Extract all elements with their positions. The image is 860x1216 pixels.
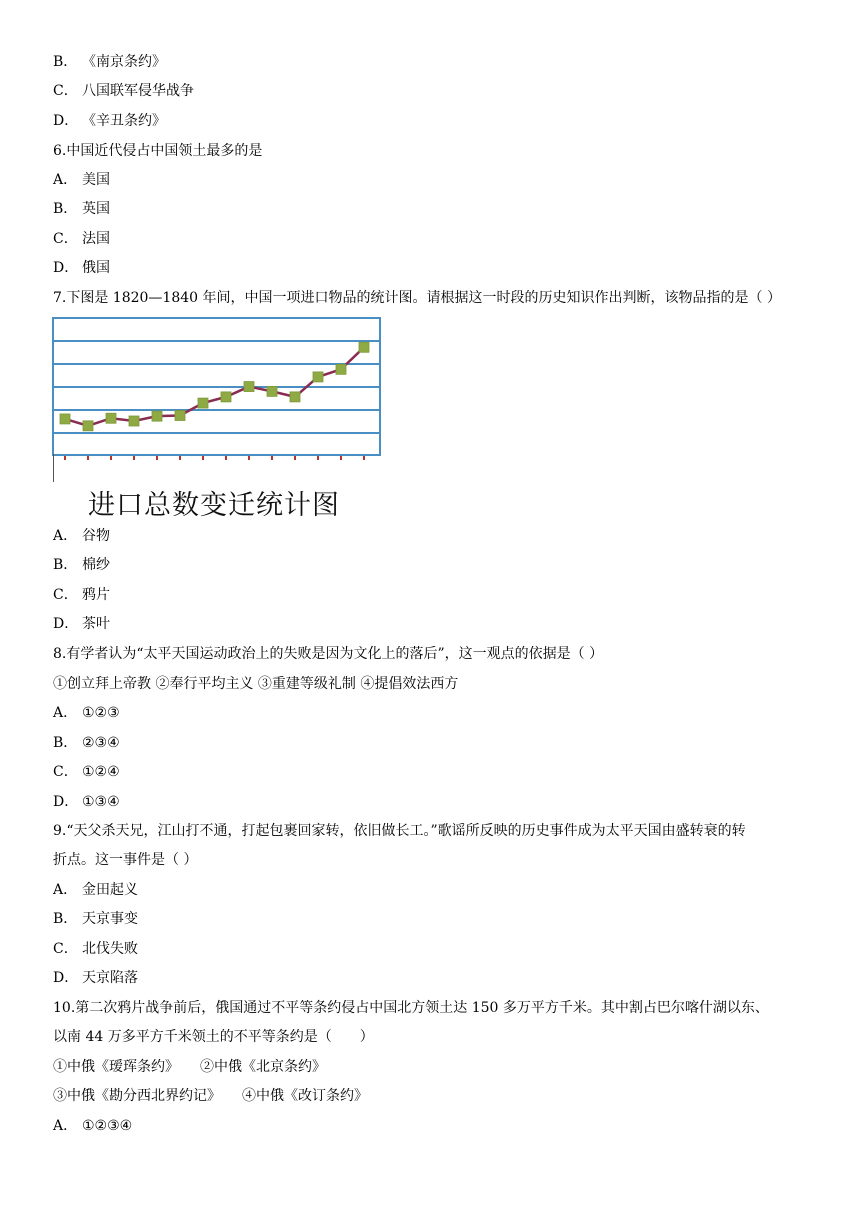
q10-a xyxy=(53,1116,132,1136)
chart-title: 进口总数变迁统计图 xyxy=(88,490,340,521)
q6-a xyxy=(53,170,110,190)
option-text: 金田起义 xyxy=(82,882,138,898)
option-letter: D． xyxy=(53,970,79,986)
q9-c xyxy=(53,939,138,959)
option-text: 八国联军侵华战争 xyxy=(82,83,194,99)
import-line-chart xyxy=(52,317,382,482)
data-point xyxy=(313,372,323,382)
q9-b xyxy=(53,909,138,929)
option-text: 英国 xyxy=(82,201,110,217)
option-letter: A． xyxy=(53,882,78,898)
option-text: 法国 xyxy=(82,231,110,247)
option-letter: D． xyxy=(53,616,79,632)
option-text: 《南京条约》 xyxy=(82,54,166,70)
option-text: 北伐失败 xyxy=(82,941,138,957)
option-text: ②③④ xyxy=(82,735,120,751)
option-text: 俄国 xyxy=(82,260,110,276)
option-letter: A． xyxy=(53,528,78,544)
option-letter: C． xyxy=(53,941,78,957)
data-point xyxy=(267,386,277,396)
q5-b xyxy=(53,52,166,72)
data-point xyxy=(290,392,300,402)
option-text: ①②③④ xyxy=(82,1118,133,1134)
data-point xyxy=(336,364,346,374)
q9-stem-2: 折点。这一事件是（ ） xyxy=(53,852,198,868)
option-letter: D． xyxy=(53,113,79,129)
option-letter: C． xyxy=(53,231,78,247)
data-point xyxy=(221,392,231,402)
option-letter: A． xyxy=(53,172,78,188)
data-point xyxy=(106,413,116,423)
q9-stem-1: 9.“天父杀天兄，江山打不通，打起包裹回家转，依旧做长工。”歌谣所反映的历史事件成为太平天国由盛转衰的转 xyxy=(53,823,746,839)
q8-stem: 8.有学者认为“太平天国运动政治上的失败是因为文化上的落后”，这一观点的依据是（ ） xyxy=(53,646,604,662)
option-letter: B． xyxy=(53,201,78,217)
option-letter: C． xyxy=(53,764,78,780)
q5-d xyxy=(53,111,166,131)
q9-d xyxy=(53,968,138,988)
option-text: ①②④ xyxy=(82,764,120,780)
option-letter: D． xyxy=(53,260,79,276)
data-point xyxy=(198,398,208,408)
q5-c xyxy=(53,81,194,101)
q10-items-1: ①中俄《瑷珲条约》 ②中俄《北京条约》 xyxy=(53,1059,326,1075)
option-text: 天京事变 xyxy=(82,911,138,927)
q7-a xyxy=(53,526,110,546)
option-text: 棉纱 xyxy=(82,557,110,573)
option-letter: B． xyxy=(53,54,78,70)
q8-a xyxy=(53,703,120,723)
option-letter: C． xyxy=(53,587,78,603)
q7-b xyxy=(53,555,110,575)
q7-d xyxy=(53,614,110,634)
q7-stem: 7.下图是 1820—1840 年间，中国一项进口物品的统计图。请根据这一时段的历史知识作出判断，该物品指的是（ ） xyxy=(53,290,781,306)
q10-stem-2: 以南 44 万多平方千米领土的不平等条约是（ ） xyxy=(53,1029,374,1045)
option-letter: A． xyxy=(53,705,78,721)
option-letter: B． xyxy=(53,911,78,927)
q8-items: ①创立拜上帝教 ②奉行平均主义 ③重建等级礼制 ④提倡效法西方 xyxy=(53,676,459,692)
option-letter: A． xyxy=(53,1118,78,1134)
option-letter: B． xyxy=(53,735,78,751)
option-letter: D． xyxy=(53,794,79,810)
q10-items-2: ③中俄《勘分西北界约记》 ④中俄《改订条约》 xyxy=(53,1088,368,1104)
option-text: 《辛丑条约》 xyxy=(82,113,166,129)
import-chart xyxy=(52,317,382,521)
option-letter: C． xyxy=(53,83,78,99)
q7-c xyxy=(53,585,110,605)
q8-b xyxy=(53,733,120,753)
data-point xyxy=(129,416,139,426)
data-point xyxy=(152,411,162,421)
option-text: 茶叶 xyxy=(82,616,110,632)
q9-a xyxy=(53,880,138,900)
data-point xyxy=(60,414,70,424)
data-point xyxy=(244,382,254,392)
option-text: ①②③ xyxy=(82,705,120,721)
q10-stem-1: 10.第二次鸦片战争前后，俄国通过不平等条约侵占中国北方领土达 150 多万平方千米。其中割占巴尔喀什湖以东、 xyxy=(53,1000,769,1016)
q6-stem: 6.中国近代侵占中国领土最多的是 xyxy=(53,143,263,159)
option-text: 美国 xyxy=(82,172,110,188)
option-text: 天京陷落 xyxy=(82,970,138,986)
option-text: 鸦片 xyxy=(82,587,110,603)
data-point xyxy=(175,410,185,420)
q6-c xyxy=(53,229,110,249)
q6-d xyxy=(53,258,110,278)
option-text: 谷物 xyxy=(82,528,110,544)
option-text: ①③④ xyxy=(82,794,120,810)
data-point xyxy=(83,421,93,431)
q8-c xyxy=(53,762,120,782)
q8-d xyxy=(53,792,120,812)
q6-b xyxy=(53,199,110,219)
data-point xyxy=(359,342,369,352)
option-letter: B． xyxy=(53,557,78,573)
